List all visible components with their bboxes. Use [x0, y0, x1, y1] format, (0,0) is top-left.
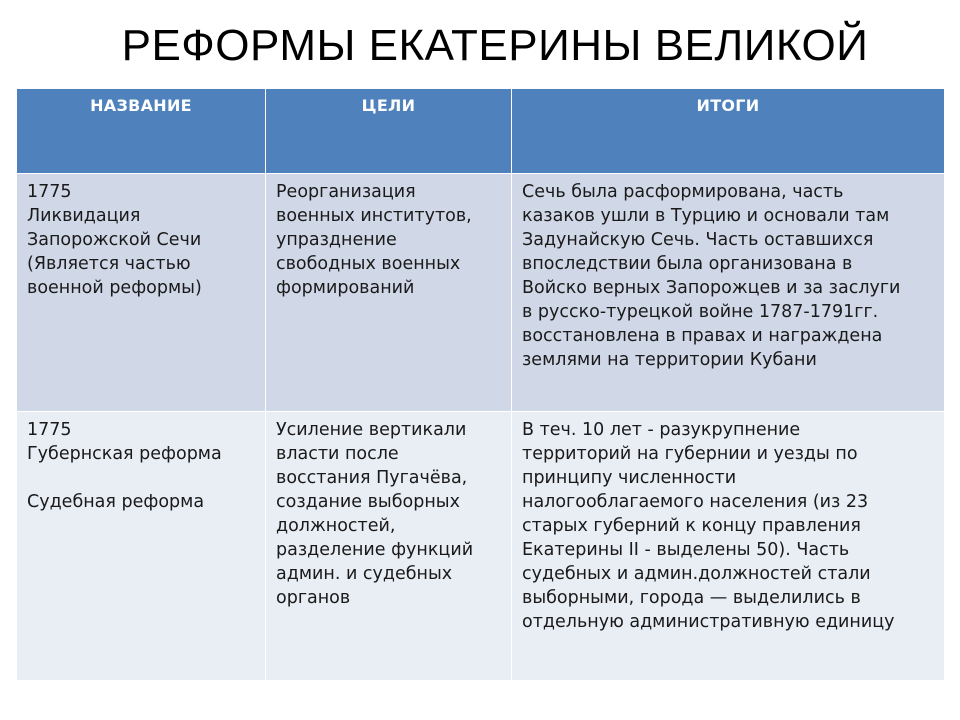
cell-line: органов [276, 588, 351, 608]
cell-line: территорий на губернии и уезды по [522, 444, 858, 464]
reforms-table-wrapper [16, 88, 944, 680]
cell-results [512, 412, 945, 681]
cell-line: Запорожской Сечи [27, 230, 202, 250]
cell-line: отдельную административную единицу [522, 612, 895, 632]
header-results: ИТОГИ [512, 89, 945, 174]
cell-line: Екатерины II - выделены 50). Часть [522, 540, 850, 560]
cell-line: принципу численности [522, 468, 737, 488]
cell-name [17, 412, 266, 681]
cell-line: судебных и админ.должностей стали [522, 564, 871, 584]
slide-title: РЕФОРМЫ ЕКАТЕРИНЫ ВЕЛИКОЙ [121, 21, 869, 70]
cell-results [512, 174, 945, 412]
cell-line: старых губерний к концу правления [522, 516, 861, 536]
reforms-table [16, 88, 945, 681]
cell-line: Ликвидация [27, 206, 141, 226]
cell-line: восстановлена в правах и награждена [522, 326, 883, 346]
cell-line: налогооблагаемого населения (из 23 [522, 492, 869, 512]
cell-line: 1775 [27, 182, 72, 202]
cell-line: Задунайскую Сечь. Часть оставшихся [522, 230, 874, 250]
cell-line: Губернская реформа [27, 444, 222, 464]
cell-line: формирований [276, 278, 415, 298]
cell-line: власти после [276, 444, 399, 464]
cell-line: (Является частью [27, 254, 191, 274]
cell-line: админ. и судебных [276, 564, 453, 584]
cell-line: разделение функций [276, 540, 474, 560]
cell-line: Войско верных Запорожцев и за заслуги [522, 278, 901, 298]
cell-line: выборными, города — выделились в [522, 588, 861, 608]
cell-line: военных институтов, [276, 206, 472, 226]
cell-line: 1775 [27, 420, 72, 440]
cell-line: в русско-турецкой войне 1787-1791гг. [522, 302, 879, 322]
cell-line: впоследствии была организована в [522, 254, 853, 274]
cell-line: должностей, [276, 516, 396, 536]
table-header-row [17, 89, 945, 174]
cell-goals [266, 174, 512, 412]
cell-line: Судебная реформа [27, 492, 205, 512]
cell-goals [266, 412, 512, 681]
cell-line: казаков ушли в Турцию и основали там [522, 206, 890, 226]
table-row [17, 174, 945, 412]
cell-line: восстания Пугачёва, [276, 468, 468, 488]
cell-line: военной реформы) [27, 278, 202, 298]
cell-line: землями на территории Кубани [522, 350, 817, 370]
header-goals: ЦЕЛИ [266, 89, 512, 174]
cell-line: создание выборных [276, 492, 460, 512]
cell-spacer [27, 466, 255, 490]
header-name: НАЗВАНИЕ [17, 89, 266, 174]
cell-line: В теч. 10 лет - разукрупнение [522, 420, 801, 440]
cell-name [17, 174, 266, 412]
cell-line: Усиление вертикали [276, 420, 467, 440]
cell-line: Сечь была расформирована, часть [522, 182, 844, 202]
cell-line: свободных военных [276, 254, 461, 274]
table-row [17, 412, 945, 681]
cell-line: Реорганизация [276, 182, 416, 202]
cell-line: упразднение [276, 230, 397, 250]
